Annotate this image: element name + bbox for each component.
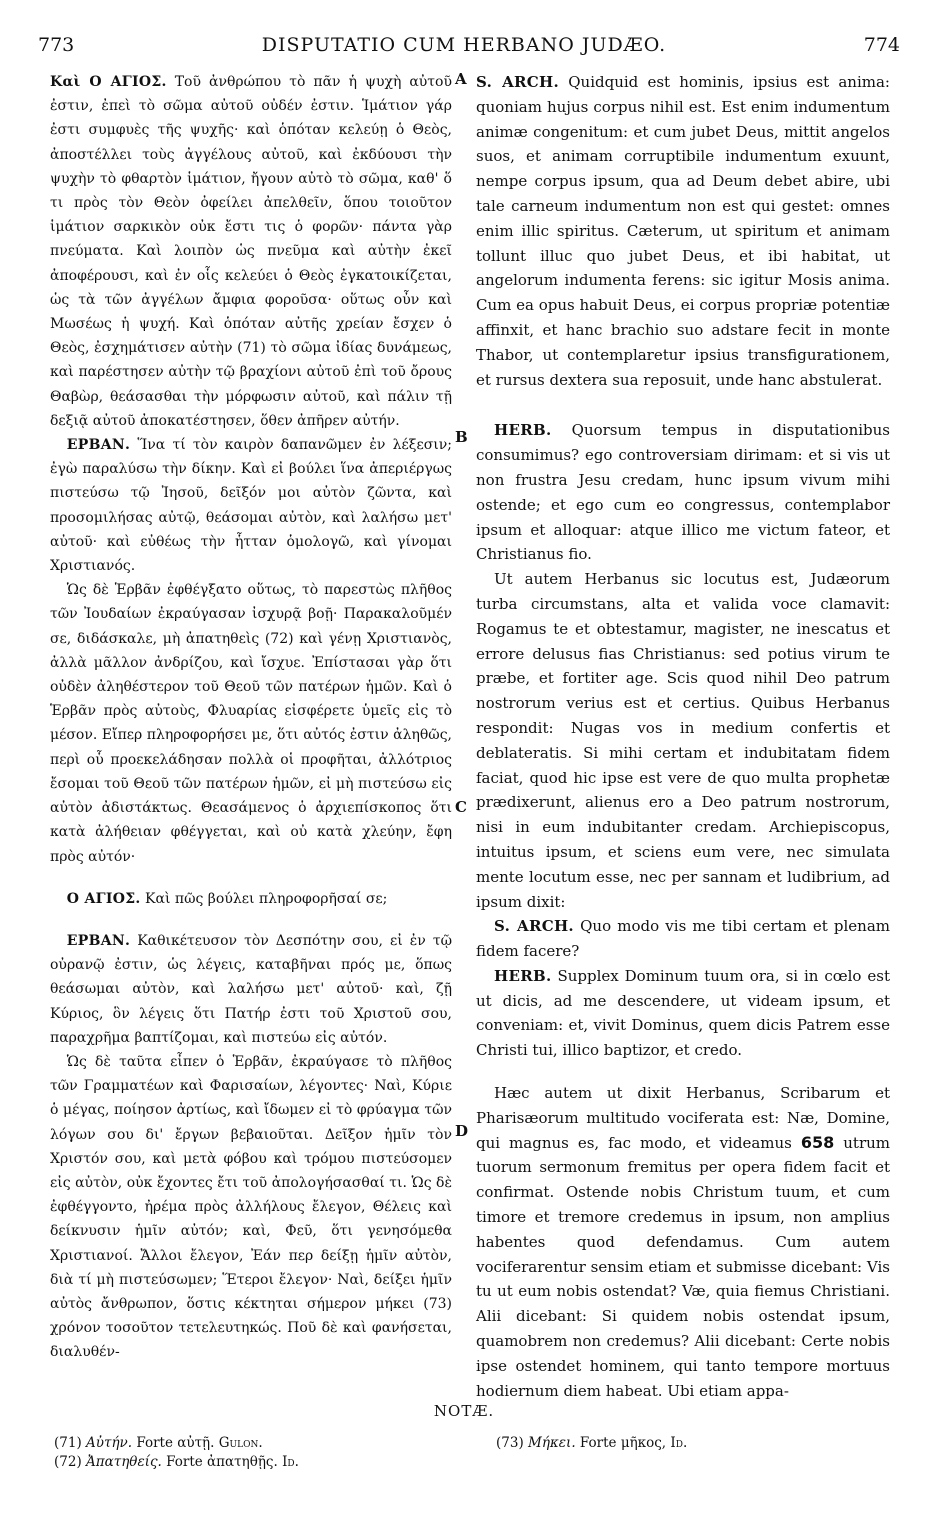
footnote-72 [54,1453,299,1471]
paragraph-text: Quidquid est hominis, ipsius est anima: quoniam hujus corpus nihil est. Est enim indumentum animæ congenitum: et cum jubet Deus, mittit angelos suos, et animam corruptibile indumentum exuunt, nempe corpus ipsum, qua ad Deum debet abire, ubi tale carneum indumentum non est qui gestet: omnes enim illic spiritus. Cæterum, ut spiritum et animam tollunt illuc quo jubet Deus, et ibi habitat, ut angelorum indumenta ferens: sic igitur Mosis anima. Cum ea opus habuit Deus, ei corpus propriæ potentiæ affinxit, et hanc brachio suo adstare fecit in monte Thabor, ut contemplaretur ipsius transfigurationem, et rursus dextera sua reposuit, unde hanc abstulerat. [476,73,890,389]
latin-column [476,70,890,1403]
running-title: DISPUTATIO CUM HERBANO JUDÆO. [261,34,667,56]
greek-paragraph [50,887,452,911]
footnote-authority: Id. [670,1435,688,1451]
greek-column [50,70,452,1365]
paragraph-text: Quo modo vis me tibi certam et plenam fidem facere? [476,917,890,961]
margin-marker-d: D [455,1122,469,1140]
footnote-73 [496,1434,687,1452]
footnote-text: Forte ἀπατηθῇς. [166,1454,278,1470]
paragraph-text: Ut autem Herbanus sic locutus est, Judæorum turba circumstans, alta et valida voce clamavit: Rogamus te et obtestamur, magister, ne inescatus et errore delusus fias Christianus: sed potius virum te præbe, et fortiter age. Scis quod nihil Deo patrum nostrorum verius est et certius. Quibus Herbanus respondit: Nugas vos in medium confertis et deblateratis. Si mihi certam et indubitatam fidem faciat, quod hic ipse est vere de quo multa prophetæ prædixerunt, alienus ero a Deo patrum nostrorum, nisi in eum indubitanter credam. Archiepiscopus, intuitus ipsum, et sciens eum vere, nec simulata mente locutum esse, nec per sannam et ludibrium, ad ipsum dixit: [476,570,890,911]
speaker-label: HERB. [494,966,552,985]
speaker-label: Ο ΑΓΙΟΣ. [66,890,141,907]
footnote-number: (71) [54,1435,82,1451]
page-number-right: 774 [863,34,900,56]
footnote-number: (73) [496,1435,524,1451]
footnote-authority: Id. [282,1454,299,1470]
greek-paragraph [50,70,452,433]
latin-paragraph [476,70,890,392]
paragraph-text: Τοῦ ἀνθρώπου τὸ πᾶν ἡ ψυχὴ αὐτοῦ ἐστιν, ἐπεὶ τὸ σῶμα αὐτοῦ οὐδέν ἐστιν. Ἱμάτιον γάρ ἐστι συμφυὲς τῆς ψυχῆς· καὶ ὁπόταν κελεύῃ ὁ Θεὸς, ἀποστέλλει τοὺς ἀγγέλους αὐτοῦ, καὶ ἐκδύουσι τὴν ψυχὴν τὸ φθαρτὸν ἱμάτιον, ἤγουν αὐτὸ τὸ σῶμα, καθ' ὅ τι πρὸς τὸν Θεὸν ὀφείλει ἀπελθεῖν, ὅπου τοιοῦτον ἱμάτιον σαρκικὸν οὐκ ἔστι τις ὁ φορῶν· πάντα γὰρ πνεύματα. Καὶ λοιπὸν ὡς πνεῦμα καὶ αὐτὴν ἐκεῖ ἀποφέρουσι, καὶ ἐν οἷς κελεύει ὁ Θεὸς ἐγκατοικίζεται, ὡς τὰ τῶν ἀγγέλων ἄμφια φοροῦσα· οὕτως οὖν καὶ Μωσέως ἡ ψυχή. Καὶ ὁπόταν αὐτῆς χρείαν ἔσχεν ὁ Θεὸς, ἐσχημάτισεν αὐτὴν (71) τὸ σῶμα ἰδίας δυνάμεως, καὶ παρέστησεν αὐτὴν τῷ βραχίονι αὐτοῦ ἐπὶ τοῦ ὄρους Θαβὼρ, θεάσασθαι τὴν μόρφωσιν αὐτοῦ, καὶ πάλιν τῇ δεξιᾷ αὐτοῦ ἀποκατέστησεν, ὅθεν ἀπῆρεν αὐτήν. [50,74,452,429]
footnote-lemma: Μήκει. [528,1435,576,1451]
footnote-text: Forte μῆκος, [579,1435,667,1451]
latin-paragraph [476,1081,890,1403]
footnote-authority: Gulon. [218,1435,263,1451]
margin-marker-a: A [455,70,467,88]
footnote-lemma: Ἀπατηθείς. [86,1454,162,1470]
greek-paragraph [50,1050,452,1365]
paragraph-text: Καὶ πῶς βούλει πληροφορῆσαί σε; [145,890,388,907]
latin-paragraph [476,914,890,964]
speaker-label: S. ARCH. [476,73,560,91]
speaker-label: ΕΡΒΑΝ. [66,932,131,949]
footnote-71 [54,1434,263,1452]
paragraph-text: Hæc autem ut dixit Herbanus, Scribarum et Pharisæorum multitudo vociferata est: Næ, Domine, qui magnus es, fac modo, et videamus [476,1084,890,1152]
latin-paragraph [476,567,890,914]
paragraph-text: utrum tuorum sermonum fremitus per opera fidem facit et confirmat. Ostende nobis Christum tuum, et cum timore et tremore credemus in ipsum, non amplius habentes quod defendamus. Cum autem vociferarentur sensim etiam et submisse dicebant: Vis tu ut eum nobis ostendat? Væ, quia fiemus Christiani. Alii dicebant: Si quidem nobis ostendat ipsum, quamobrem non credemus? Alii dicebant: Certe nobis ipse ostendet hominem, qui tanto tempore mortuus hodiernum diem habeat. Ubi etiam appa- [476,1133,890,1400]
running-header [0,34,928,64]
latin-paragraph [476,964,890,1063]
speaker-label: ΕΡΒΑΝ. [66,437,131,454]
speaker-label: HERB. [494,421,552,440]
speaker-label: S. ARCH. [494,917,574,936]
greek-paragraph [50,929,452,1050]
column-number: 658 [800,1132,835,1152]
notes-title: NOTÆ. [433,1402,495,1420]
speaker-label: Καὶ Ο ΑΓΙΟΣ. [50,74,167,90]
margin-marker-b: B [455,428,468,446]
footnote-lemma: Αὐτήν. [86,1435,133,1451]
paragraph-text: Ἵνα τί τὸν καιρὸν δαπανῶμεν ἐν λέξεσιν; ἐγὼ παραλύσω τὴν δίκην. Καὶ εἰ βούλει ἵνα ἀπεριέργως πιστεύσω τῷ Ἰησοῦ, δεῖξόν μοι αὐτὸν ζῶντα, καὶ προσομιλήσας αὐτῷ, θεάσομαι αὐτὸν, καὶ λαλήσω μετ' αὐτοῦ· καὶ εὐθέως τὴν ἧτταν ὁμολογῶ, καὶ γίνομαι Χριστιανός. [50,437,452,575]
paragraph-text: Quorsum tempus in disputationibus consumimus? ego controversiam dirimam: et si vis ut non frustra Jesu credam, hunc ipsum vivum mihi ostende; et ego cum eo congressus, contemplabor ipsum et alloquar: atque illico me victum fateor, et Christianus fio. [476,421,890,564]
margin-marker-c: C [455,798,467,816]
greek-paragraph [50,433,452,578]
latin-paragraph [476,418,890,567]
greek-paragraph [50,578,452,868]
paragraph-text: Ὡς δὲ ταῦτα εἶπεν ὁ Ἑρβᾶν, ἐκραύγασε τὸ πλῆθος τῶν Γραμματέων καὶ Φαρισαίων, λέγοντες· Ναὶ, Κύριε ὁ μέγας, ποίησον ἀρτίως, καὶ ἴδωμεν εἰ τὸ φρύαγμα τῶν λόγων σου δι' ἔργων βεβαιοῦται. Δεῖξον ἡμῖν τὸν Χριστόν σου, καὶ μετὰ φόβου καὶ τρόμου πιστεύσομεν εἰς αὐτὸν, οὐκ ἔχοντες ἔτι τοῦ ἀπολογήσασθαί τι. Ὡς δὲ ἐφθέγγοντο, ἠρέμα πρὸς ἀλλήλους ἔλεγον, Θέλεις καὶ δείκνυσιν ἡμῖν αὐτόν; καὶ, Φεῦ, ὅτι γενησόμεθα Χριστιανοί. Ἄλλοι ἔλεγον, Ἐάν περ δείξῃ ἡμῖν αὐτὸν, διὰ τί μὴ πιστεύσωμεν; Ἕτεροι ἔλεγον· Ναὶ, δείξει ἡμῖν αὐτὸς ἄνθρωπον, ὅστις κέκτηται σήμερον μήκει (73) χρόνον τοσοῦτον τετελευτηκώς. Ποῦ δὲ καὶ φανήσεται, διαλυθέν- [50,1053,452,1361]
paragraph-text: Supplex Dominum tuum ora, si in cœlo est ut dicis, ad me descendere, ut videam ipsum, et conveniam: et, vivit Dominus, quem dicis Patrem esse Christi tui, illico baptizor, et credo. [476,966,891,1060]
paragraph-text: Ὡς δὲ Ἑρβᾶν ἐφθέγξατο οὕτως, τὸ παρεστὼς πλῆθος τῶν Ἰουδαίων ἐκραύγασαν ἰσχυρᾷ βοῇ· Παρακαλοῦμέν σε, διδάσκαλε, μὴ ἀπατηθεὶς (72) καὶ γένῃ Χριστιανὸς, ἀλλὰ μᾶλλον ἀνδρίζου, καὶ ἴσχυε. Ἐπίστασαι γὰρ ὅτι οὐδὲν ἀληθέστερον τοῦ Θεοῦ τῶν πατέρων ἡμῶν. Καὶ ὁ Ἑρβᾶν πρὸς αὐτοὺς, Φλυαρίας εἰσφέρετε ὑμεῖς εἰς τὸ μέσον. Εἴπερ πληροφορήσει με, ὅτι αὐτός ἐστιν ἀληθῶς, περὶ οὗ προεκελάδησαν πολλὰ οἱ προφῆται, ἀλλότριος ἔσομαι τοῦ Θεοῦ τῶν πατέρων ἡμῶν, εἰ μὴ πιστεύσω εἰς αὐτὸν ἀδιστάκτως. Θεασάμενος ὁ ἀρχιεπίσκοπος ὅτι κατὰ ἀλήθειαν φθέγγεται, καὶ οὐ κατὰ χλεύην, ἔφη πρὸς αὐτόν· [50,582,452,865]
footnote-text: Forte αὐτῇ. [136,1435,215,1451]
paragraph-text: Καθικέτευσον τὸν Δεσπότην σου, εἰ ἐν τῷ οὐρανῷ ἐστιν, ὡς λέγεις, καταβῆναι πρός με, ὅπως θεάσωμαι αὐτὸν, καὶ λαλήσω μετ' αὐτοῦ· καὶ, ζῇ Κύριος, ὃν λέγεις ὅτι Πατήρ ἐστι τοῦ Χριστοῦ σου, παραχρῆμα βαπτίζομαι, καὶ πιστεύω εἰς αὐτόν. [50,932,453,1046]
page-number-left: 773 [38,34,75,56]
footnote-number: (72) [54,1454,82,1470]
